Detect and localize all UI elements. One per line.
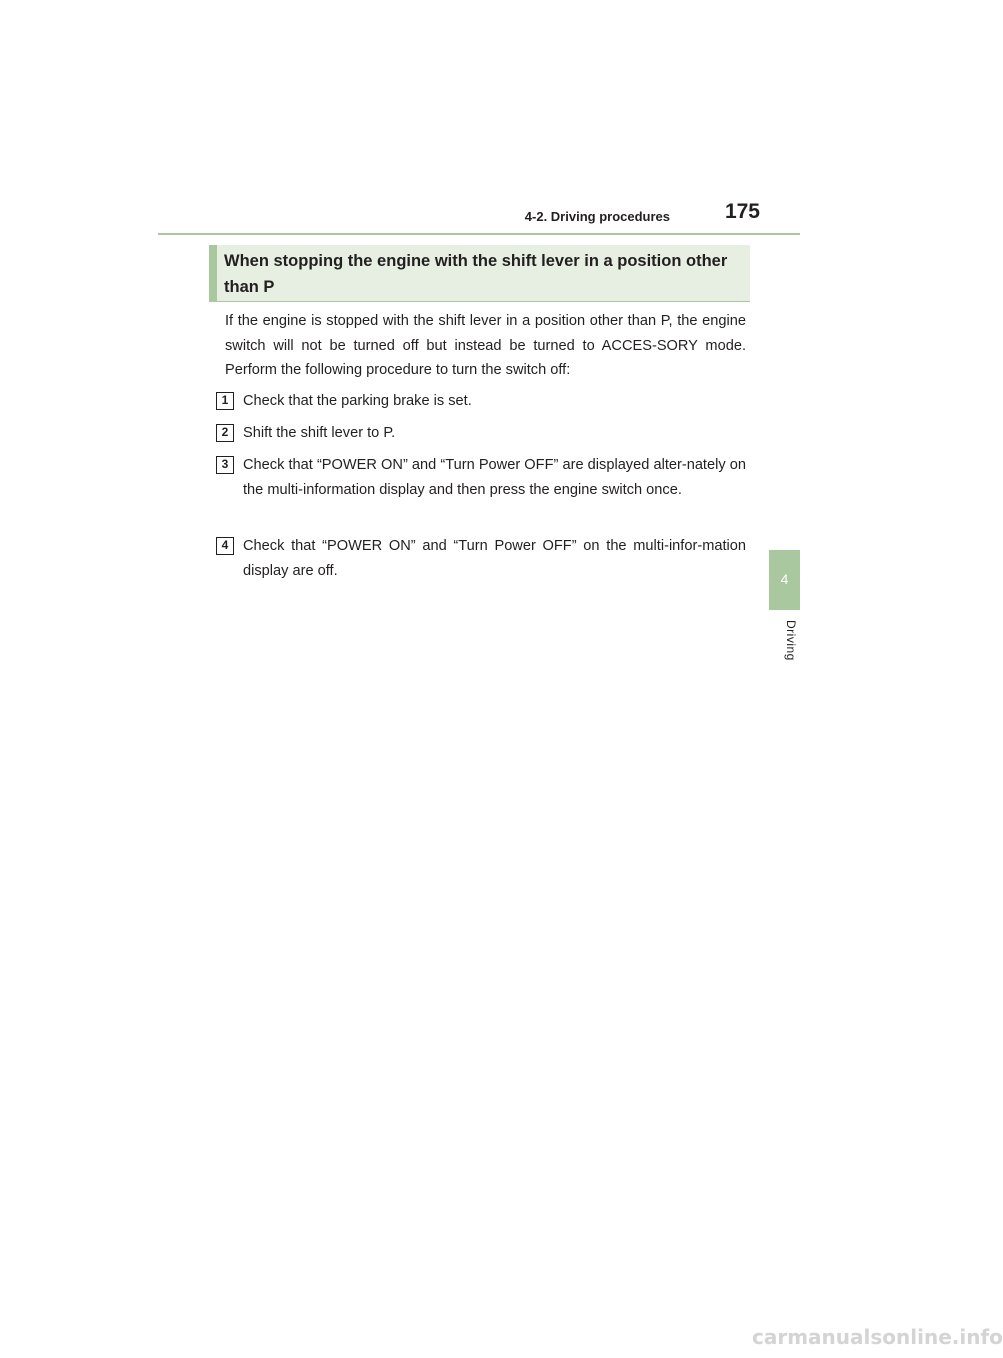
header-divider — [158, 233, 800, 235]
step-number-badge: 1 — [216, 392, 234, 410]
section-label: 4-2. Driving procedures — [524, 209, 670, 224]
chapter-tab-number: 4 — [780, 571, 789, 587]
step-number-badge: 4 — [216, 537, 234, 555]
step-text: Check that “POWER ON” and “Turn Power OFF” are displayed alter-nately on the multi-information display and then press the engine switch once. — [243, 457, 746, 498]
step-text: Shift the shift lever to P. — [243, 425, 396, 441]
step-number-badge: 2 — [216, 424, 234, 442]
chapter-tab-label: Driving — [784, 620, 798, 661]
step-text: Check that “POWER ON” and “Turn Power OFF” on the multi-infor-mation display are off. — [243, 538, 746, 579]
step-text: Check that the parking brake is set. — [243, 393, 472, 409]
page-number: 175 — [724, 200, 760, 223]
step-number-badge: 3 — [216, 456, 234, 474]
intro-paragraph: If the engine is stopped with the shift lever in a position other than P, the engine switch will not be turned off but instead be turned to ACCES-SORY mode. Perform the following procedure to turn the switch off: — [225, 313, 746, 378]
section-heading: When stopping the engine with the shift lever in a position other than P — [224, 252, 728, 296]
watermark: carmanualsonline.info — [752, 1325, 1003, 1349]
